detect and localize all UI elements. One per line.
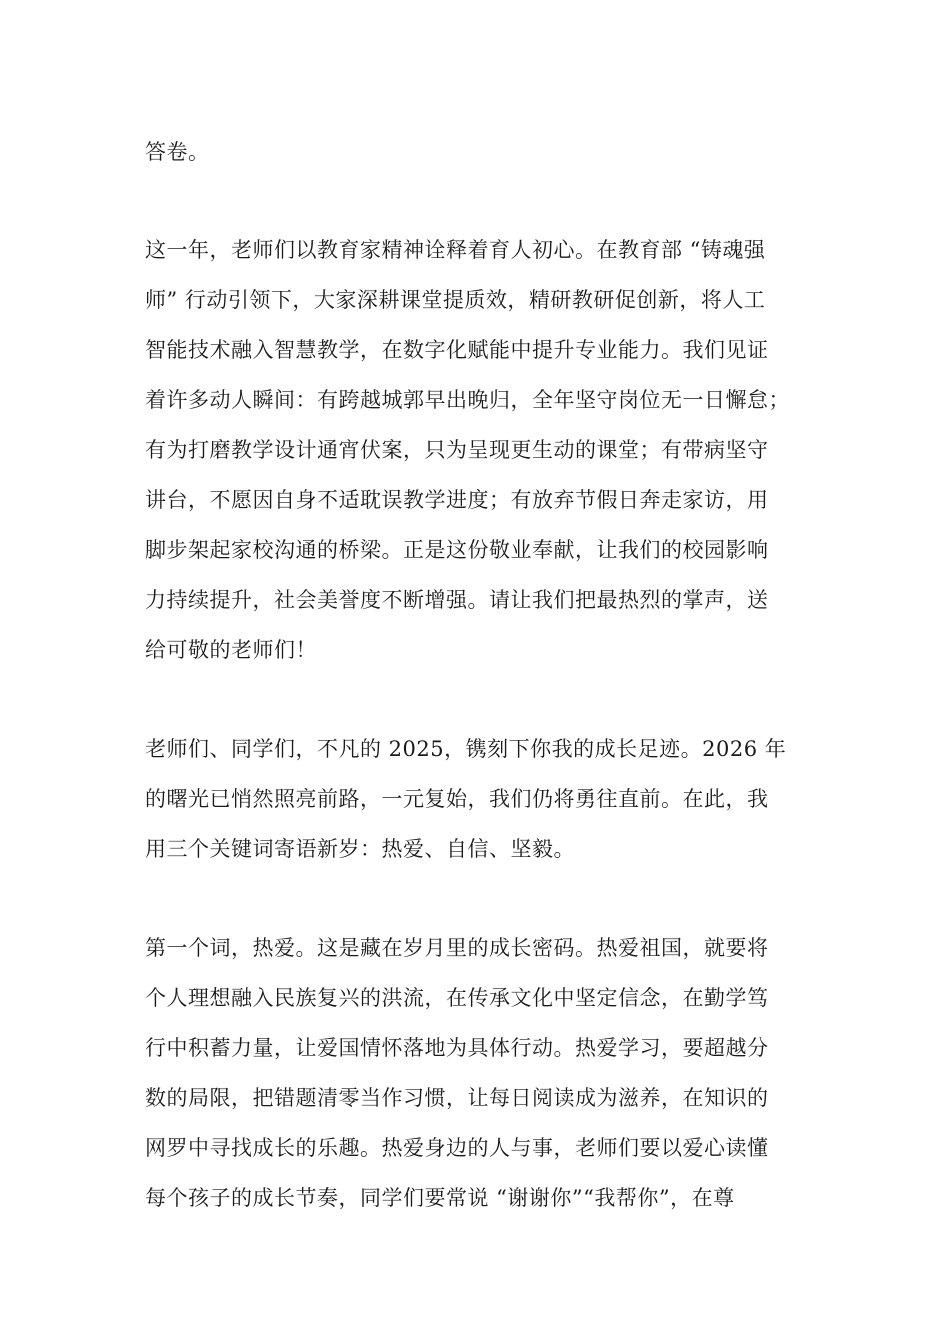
text-line: 给可敬的老师们！	[145, 638, 317, 662]
text-line: 这一年，老师们以教育家精神诠释着育人初心。在教育部 “铸魂强	[145, 238, 766, 262]
text-line: 老师们、同学们，不凡的 2025，镌刻下你我的成长足迹。2026 年	[145, 737, 787, 761]
text-line: 用三个关键词寄语新岁：热爱、自信、坚毅。	[145, 837, 575, 861]
text-line: 脚步架起家校沟通的桥梁。正是这份敬业奉献，让我们的校园影响	[145, 538, 769, 562]
paragraph-2	[145, 225, 815, 675]
text-line: 每个孩子的成长节奏，同学们要常说 “谢谢你”“我帮你”，在尊	[145, 1186, 735, 1210]
text-line: 行中积蓄力量，让爱国情怀落地为具体行动。热爱学习，要超越分	[145, 1036, 769, 1060]
paragraph-4	[145, 923, 815, 1223]
text-line: 师” 行动引领下，大家深耕课堂提质效，精研教研促创新，将人工	[145, 288, 766, 312]
text-line: 智能技术融入智慧教学，在数字化赋能中提升专业能力。我们见证	[145, 338, 769, 362]
paragraph-3	[145, 724, 815, 874]
text-line: 的曙光已悄然照亮前路，一元复始，我们仍将勇往直前。在此，我	[145, 787, 769, 811]
text-line: 着许多动人瞬间：有跨越城郭早出晚归，全年坚守岗位无一日懈怠；	[145, 388, 790, 412]
text-line: 答卷。	[145, 140, 210, 164]
text-line: 网罗中寻找成长的乐趣。热爱身边的人与事，老师们要以爱心读懂	[145, 1136, 769, 1160]
text-line: 个人理想融入民族复兴的洪流，在传承文化中坚定信念，在勤学笃	[145, 986, 769, 1010]
text-line: 数的局限，把错题清零当作习惯，让每日阅读成为滋养，在知识的	[145, 1086, 769, 1110]
text-line: 第一个词，热爱。这是藏在岁月里的成长密码。热爱祖国，就要将	[145, 936, 769, 960]
text-line: 有为打磨教学设计通宵伏案，只为呈现更生动的课堂；有带病坚守	[145, 438, 769, 462]
text-line: 力持续提升，社会美誉度不断增强。请让我们把最热烈的掌声，送	[145, 588, 769, 612]
paragraph-1	[145, 127, 815, 177]
text-line: 讲台，不愿因自身不适耽误教学进度；有放弃节假日奔走家访，用	[145, 488, 769, 512]
